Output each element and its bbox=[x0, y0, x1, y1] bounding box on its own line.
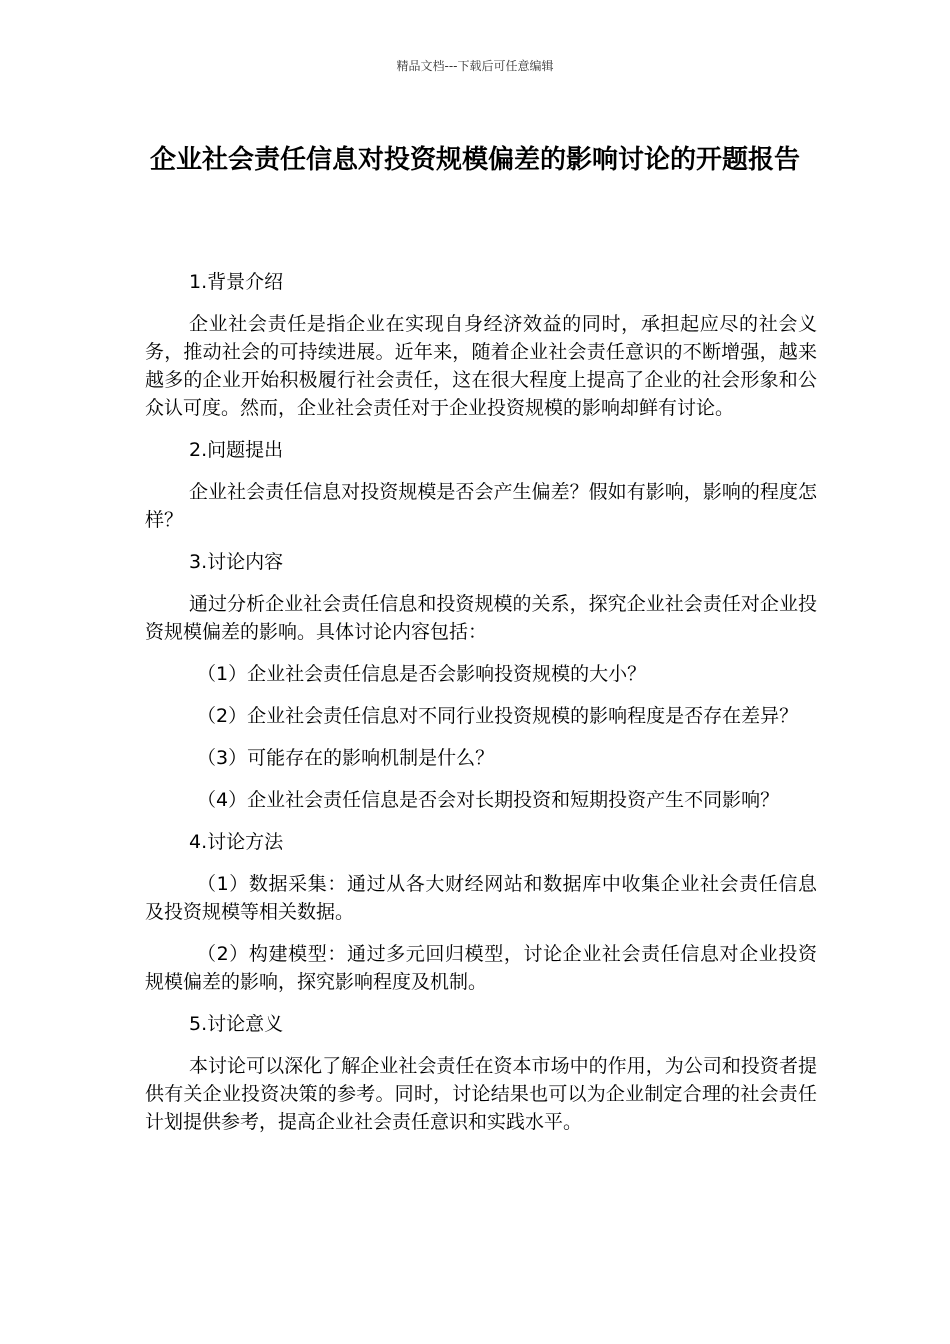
list-item: （4）企业社会责任信息是否会对长期投资和短期投资产生不同影响？ bbox=[197, 789, 780, 811]
section-heading-background: 1.背景介绍 bbox=[189, 271, 284, 293]
section-heading-significance: 5.讨论意义 bbox=[189, 1013, 284, 1035]
paragraph-significance: 本讨论可以深化了解企业社会责任在资本市场中的作用，为公司和投资者提供有关企业投资决策的参考。同时，讨论结果也可以为企业制定合理的社会责任计划提供参考，提高企业社会责任意识和实践水平。 bbox=[145, 1055, 817, 1133]
paragraph-content-intro: 通过分析企业社会责任信息和投资规模的关系，探究企业社会责任对企业投资规模偏差的影响。具体讨论内容包括： bbox=[145, 593, 817, 643]
section-heading-content: 3.讨论内容 bbox=[189, 551, 284, 573]
list-item: （2）企业社会责任信息对不同行业投资规模的影响程度是否存在差异？ bbox=[197, 705, 799, 727]
section-heading-problem: 2.问题提出 bbox=[189, 439, 284, 461]
section-heading-method: 4.讨论方法 bbox=[189, 831, 284, 853]
paragraph-background: 企业社会责任是指企业在实现自身经济效益的同时，承担起应尽的社会义务，推动社会的可持续进展。近年来，随着企业社会责任意识的不断增强，越来越多的企业开始积极履行社会责任，这在很大程度上提高了企业的社会形象和公众认可度。然而，企业社会责任对于企业投资规模的影响却鲜有讨论。 bbox=[145, 313, 817, 419]
document-title: 企业社会责任信息对投资规模偏差的影响讨论的开题报告 bbox=[149, 145, 800, 175]
page-header: 精品文档---下载后可任意编辑 bbox=[396, 59, 554, 73]
list-item: （3）可能存在的影响机制是什么？ bbox=[197, 747, 495, 769]
list-item: （1）数据采集：通过从各大财经网站和数据库中收集企业社会责任信息及投资规模等相关数据。 bbox=[145, 873, 817, 923]
document-body bbox=[145, 268, 817, 1150]
paragraph-problem: 企业社会责任信息对投资规模是否会产生偏差？假如有影响，影响的程度怎样？ bbox=[145, 481, 817, 531]
list-item: （1）企业社会责任信息是否会影响投资规模的大小？ bbox=[197, 663, 647, 685]
list-item: （2）构建模型：通过多元回归模型，讨论企业社会责任信息对企业投资规模偏差的影响，探究影响程度及机制。 bbox=[145, 943, 817, 993]
